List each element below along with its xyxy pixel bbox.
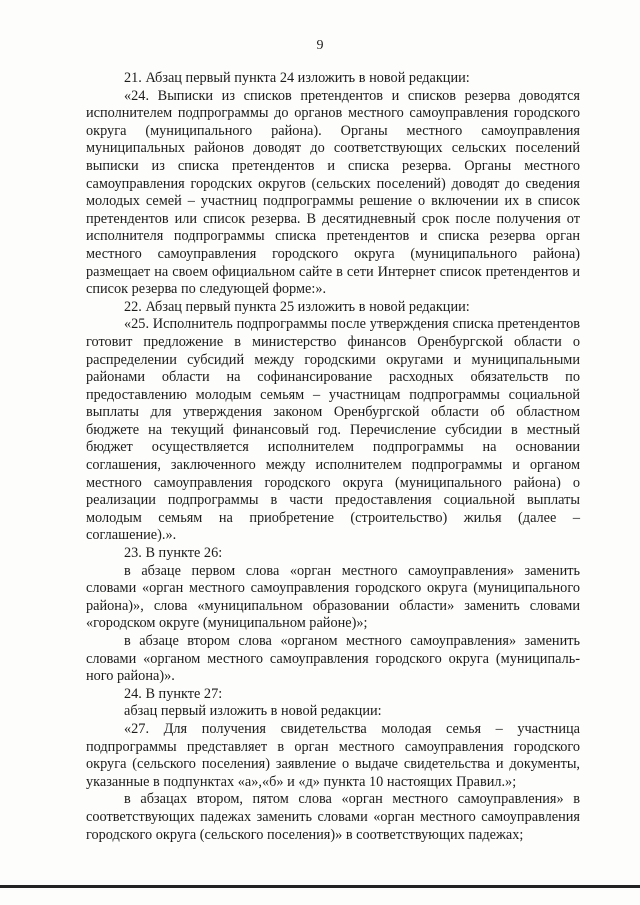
paragraph: абзац первый изложить в новой редакции: xyxy=(124,703,382,720)
paragraph: 23. В пункте 26: xyxy=(124,545,223,562)
paragraph: 22. Абзац первый пункта 25 изложить в новой редакции: xyxy=(124,298,470,315)
paragraph: в абзацах втором, пятом слова «орган местного самоуправления» в соответствующих падежах заменить словами «орган местного самоуправления городского округа (сельского поселения)» в соответствующих падежах; xyxy=(86,791,580,843)
paragraph: 21. Абзац первый пункта 24 изложить в новой редакции: xyxy=(124,70,470,86)
paragraph: 24. В пункте 27: xyxy=(124,685,223,702)
paragraph: «25. Исполнитель подпрограммы после утверждения списка претендентов готовит предложение в министерство финансов Оренбургской области о распределении субсидий между городскими округами и муниципальными районами области на софинансирование расходных обязательств по предоставлению молодым семьям – участницам подпрограммы социальной выплаты для утверждения законом Оренбургской области об областном бюджете на текущий финансовый год. Перечисление субсидии в местный бюджет осуществляется исполнителем подпрограммы на основании соглашения, заключенного между исполнителем подпрограммы и органом местного самоуправления городского округа (муниципального района) о реализации подпрограммы в части предоставления социальной выплаты молодым семьям на приобретение (строительство) жилья (далее – соглашение).». xyxy=(86,316,580,544)
bottom-border-line xyxy=(0,885,640,888)
paragraph: в абзаце втором слова «органом местного самоуправления» заменить словами «органом местного самоуправления городского округа (муниципального района)». xyxy=(86,633,580,685)
page-number: 9 xyxy=(316,38,324,53)
paragraph: «24. Выписки из списков претендентов и списков резерва доводятся исполнителем подпрограммы до органов местного самоуправления городского округа (муниципального района). Органы местного самоуправления муниципальных районов доводят до соответствующих сельских поселений выписки из списка претендентов и списка резерва. Органы местного самоуправления городских округов (сельских поселений) доводят до сведения молодых семей – участниц подпрограммы решение о включении их в список претендентов или список резерва. В десятидневный срок после получения от исполнителя подпрограммы списка претендентов и списка резерва орган местного самоуправления городского округа (муниципального района) размещает на своем официальном сайте в сети Интернет список претендентов и список резерва по следующей форме:». xyxy=(86,87,580,298)
document-body xyxy=(86,70,580,844)
paragraph: в абзаце первом слова «орган местного самоуправления» заменить словами «орган местного самоуправления городского округа (муниципального района)», слова «муниципальном образовании области» заменить словами «городском округе (муниципальном районе)»; xyxy=(86,562,580,632)
paragraph: «27. Для получения свидетельства молодая семья – участница подпрограммы представляет в орган местного самоуправления городского округа (сельского поселения) заявление о выдаче свидетельства и документы, указанные в подпунктах «а»,«б» и «д» пункта 10 настоящих Правил.»; xyxy=(86,720,580,790)
